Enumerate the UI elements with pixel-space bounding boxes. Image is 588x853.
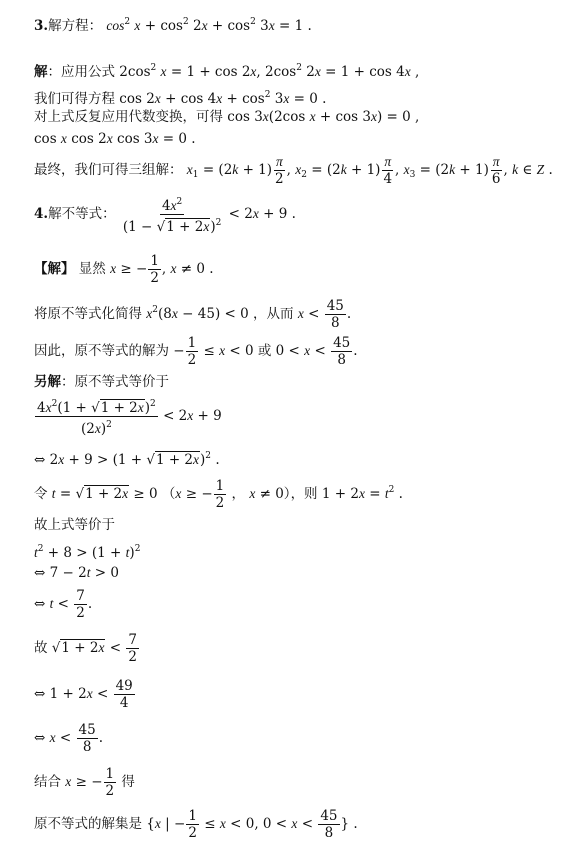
problem4-inequality: $\frac{4x^2}{(1 - √1 + 2x)^2}$ < 2x + 9 . [120, 206, 296, 222]
problem3-line2-text: 我们可得方程 [34, 91, 115, 107]
problem4-alt11: 结合 x ≥ − $\frac{1}{2}$ 得 [34, 766, 135, 799]
problem3-line1-formula: $2\cos^2$ x = 1 + cos 2x, $2\cos^2$ 2x = 1 + cos 4x , [119, 63, 420, 80]
problem4-alt7: ⇔ t < $\frac{7}{2}$ . [34, 588, 93, 621]
problem4-step2-text: 将原不等式化简得 [34, 306, 142, 322]
problem4-alt10: ⇔ x < $\frac{45}{8}$ . [34, 722, 103, 755]
problem3-number: 3. [34, 18, 49, 34]
problem3-line5-text: 最终，我们可得三组解： [34, 162, 183, 178]
problem3-line1-text: ：应用公式 [47, 64, 115, 80]
problem3-label: 解方程： [48, 18, 103, 34]
problem3-line2-formula: $\cos 2x + \cos 4x + \cos^2 3x = 0$ . [119, 90, 327, 107]
problem4-step3-text: 因此，原不等式的解为 [34, 343, 169, 359]
problem4-alt-label: 另解：原不等式等价于 [34, 374, 169, 390]
problem4-solution-label: 【解】 [34, 261, 75, 277]
problem3-title [34, 12, 312, 36]
problem4-step1: 【解】 显然 x ≥ − $\frac{1}{2}$ , x ≠ 0 . [34, 253, 214, 286]
problem4-alt9: ⇔ 1 + 2x < $\frac{49}{4}$ [34, 678, 133, 711]
problem3-line3-formula: cos 3x(2cos x + cos 3x) = 0 , [227, 109, 420, 125]
problem4-alt12: 原不等式的解集是 {x | − $\frac{1}{2}$ ≤ x < 0, 0 < x < $\frac{45}{8}$ } . [34, 808, 358, 841]
problem3-line3-text: 对上式反复应用代数变换，可得 [34, 109, 223, 125]
problem3-solution-line1 [34, 58, 419, 82]
problem4-alt1: $\frac{4x^2(1 + √1 + 2x)^2}{(2x)^2}$ < 2x + 9 [34, 396, 222, 437]
problem3-solution-line5 [34, 152, 553, 193]
problem4-step2: 将原不等式化简得 $x^2(8x - 45) < 0$ ，从而 x < $\frac{45}{8}$ . [34, 298, 352, 331]
problem4-number: 4. [34, 206, 49, 222]
problem4-alt5: $t^2 + 8 > (1 + t)^2$ [34, 544, 141, 561]
problem3-solution-label: 解 [34, 64, 48, 80]
problem4-alt8: 故 √1 + 2x < $\frac{7}{2}$ [34, 632, 137, 665]
problem4-step3: 因此，原不等式的解为 − $\frac{1}{2}$ ≤ x < 0 或 0 < x < $\frac{45}{8}$ . [34, 335, 358, 368]
problem4-title [34, 194, 296, 235]
problem4-alt6: ⇔ 7 − 2t > 0 [34, 565, 119, 581]
problem4-alt3: 令 t = √1 + 2x ≥ 0 （x ≥ − $\frac{1}{2}$ ， x ≠ 0），则 $1 + 2x = t^2$ . [34, 478, 403, 511]
problem3-line5-formula: $x_1 = (2k + 1)$ $\frac{\pi}{2}$ , $x_2 = (2k + 1)$ $\frac{\pi}{4}$ , $x_3 = (2k + 1)$ $\frac{\pi}{6}$ , k ∈ Z . [186, 154, 553, 187]
problem4-alt4-text: 故上式等价于 [34, 517, 115, 533]
problem3-solution-line4 [34, 129, 196, 149]
problem3-line4-formula: cos x cos 2x cos 3x = 0 . [34, 131, 196, 147]
problem3-solution-line3 [34, 107, 419, 127]
problem4-alt2: ⇔ $2x + 9 > (1 + √1 + 2x)^2$ . [34, 451, 220, 468]
problem3-equation: $\cos^2 x + \cos^2 2x + \cos^2 3x = 1$ . [106, 17, 312, 34]
problem4-alt4 [34, 515, 115, 535]
problem3-solution-line2 [34, 85, 326, 109]
problem4-label: 解不等式： [48, 206, 116, 222]
